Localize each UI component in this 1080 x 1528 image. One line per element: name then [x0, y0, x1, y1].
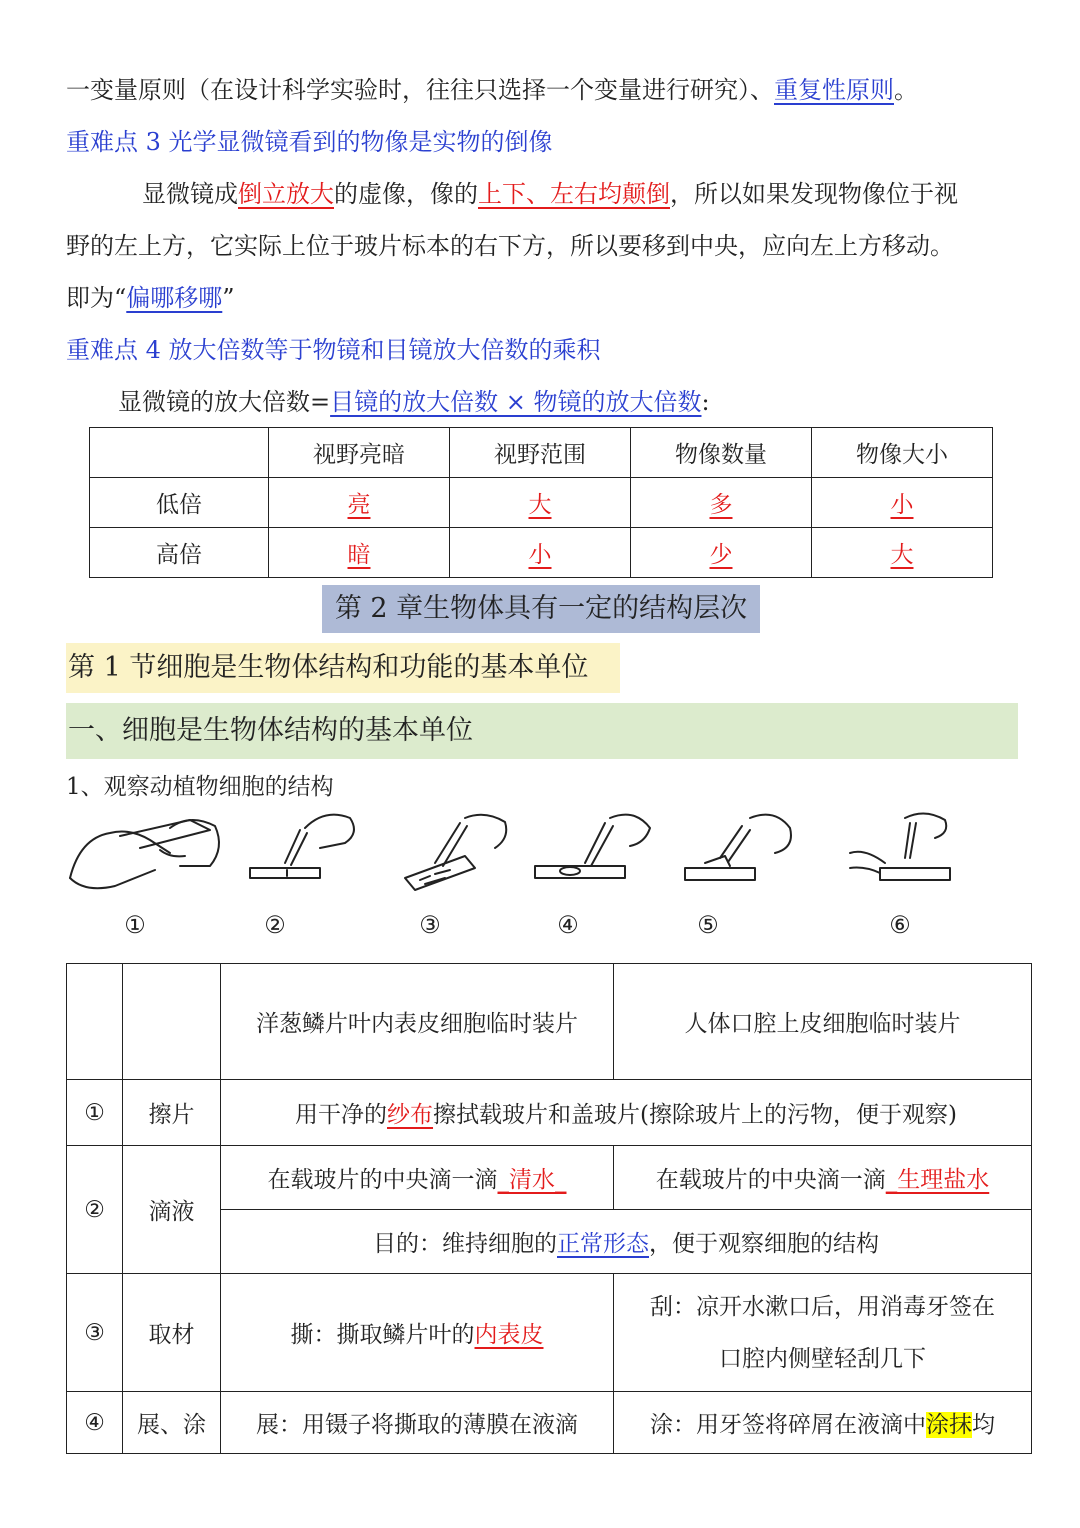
table-cell: 大	[890, 542, 914, 568]
magnification-table	[89, 427, 993, 578]
table-row	[90, 528, 993, 578]
onion-drop	[221, 1146, 614, 1210]
table-row	[67, 1080, 1032, 1146]
table-header-cell: 视野范围	[450, 428, 631, 478]
table-cell: 小	[528, 542, 552, 568]
table-header-cell: 物像大小	[812, 428, 993, 478]
step-name: 擦片	[123, 1080, 221, 1146]
paragraph-image-line2: 野的左上方，它实际上位于玻片标本的右下方，所以要移到中央，应向左上方移动。	[66, 232, 954, 260]
chapter-title: 第 2 章生物体具有一定的结构层次	[322, 585, 760, 633]
step-label: ⑤	[697, 911, 719, 939]
table-header-cell: 物像数量	[631, 428, 812, 478]
text-line: 刮：凉开水漱口后，用消毒牙签在	[650, 1293, 995, 1320]
forceps-icon	[405, 815, 506, 890]
cheek-slide-header: 人体口腔上皮细胞临时装片	[614, 964, 1032, 1080]
step-name: 展、涂	[123, 1392, 221, 1454]
onion-slide-header: 洋葱鳞片叶内表皮细胞临时装片	[221, 964, 614, 1080]
wiping-hands-icon	[70, 820, 219, 888]
table-row	[67, 1274, 1032, 1392]
section-title: 第 1 节细胞是生物体结构和功能的基本单位	[66, 643, 620, 693]
text-segment: 均	[972, 1412, 995, 1438]
text-segment: 擦拭载玻片和盖玻片(擦除玻片上的污物，便于观察)	[433, 1102, 957, 1128]
key-point-3: 重难点 3 光学显微镜看到的物像是实物的倒像	[66, 128, 553, 156]
repeatability-principle: 重复性原则	[774, 76, 894, 104]
step-label: ①	[124, 911, 146, 939]
row-label: 高倍	[90, 528, 269, 578]
formula-label: 显微镜的放大倍数=	[118, 388, 331, 416]
table-cell: 亮	[347, 492, 371, 518]
table-row	[67, 1392, 1032, 1454]
table-cell: 大	[528, 492, 552, 518]
needle-icon	[535, 815, 650, 878]
normal-shape: 正常形态	[557, 1231, 649, 1257]
subsection-title: 一、细胞是生物体结构的基本单位	[66, 703, 1018, 759]
water: _清水_	[497, 1167, 567, 1193]
wipe-description	[221, 1080, 1032, 1146]
period: 。	[894, 76, 918, 104]
step-label: ⑥	[889, 911, 911, 939]
paragraph-image-line1	[142, 174, 958, 209]
text-segment: 用干净的	[295, 1102, 388, 1128]
text-line: 口腔内侧壁轻刮几下	[719, 1345, 926, 1372]
cheek-take	[614, 1274, 1032, 1392]
table-row	[90, 478, 993, 528]
all-reversed: 上下、左右均颠倒	[478, 180, 670, 208]
cheek-smear	[614, 1392, 1032, 1454]
table-header-cell	[90, 428, 269, 478]
table-header-cell: 视野亮暗	[269, 428, 450, 478]
text-segment: 在载玻片的中央滴一滴	[267, 1167, 498, 1193]
text-segment: ，所以如果发现物像位于视	[670, 180, 958, 208]
text-segment: 在载玻片的中央滴一滴	[655, 1167, 886, 1193]
gauze: 纱布	[387, 1102, 434, 1128]
text-segment: 显微镜成	[142, 180, 238, 208]
step-number: ③	[67, 1274, 123, 1392]
formula-value: 目镜的放大倍数 × 物镜的放大倍数	[330, 388, 702, 416]
table-cell: 少	[709, 542, 733, 568]
text-segment: 的虚像，像的	[334, 180, 478, 208]
step-number: ④	[67, 1392, 123, 1454]
coverslip-icon	[685, 815, 791, 880]
step-number: ②	[67, 1146, 123, 1274]
text-segment: ”	[222, 284, 235, 312]
text-segment: ，便于观察细胞的结构	[649, 1231, 879, 1257]
text-segment: 涂：用牙签将碎屑在液滴中	[650, 1412, 926, 1438]
inverted-enlarged: 倒立放大	[238, 180, 334, 208]
staining-icon	[850, 813, 950, 880]
table-cell: 多	[709, 492, 733, 518]
text-segment: 即为“	[66, 284, 127, 312]
text-segment: 目的：维持细胞的	[373, 1231, 557, 1257]
onion-take	[221, 1274, 614, 1392]
row-label: 低倍	[90, 478, 269, 528]
step-number: ①	[67, 1080, 123, 1146]
onion-spread: 展：用镊子将撕取的薄膜在液滴	[221, 1392, 614, 1454]
item-observe-cells: 1、观察动植物细胞的结构	[66, 774, 334, 800]
saline: _生理盐水	[885, 1167, 990, 1193]
smear-highlight: 涂抹	[926, 1412, 972, 1438]
table-row	[67, 1146, 1032, 1210]
table-cell: 小	[890, 492, 914, 518]
slide-procedure-table	[66, 963, 1032, 1454]
table-header-row	[90, 428, 993, 478]
formula-line	[118, 382, 710, 417]
drop-purpose	[221, 1210, 1032, 1274]
table-cell: 暗	[347, 542, 371, 568]
text-segment: 撕：撕取鳞片叶的	[290, 1322, 475, 1348]
formula-colon: :	[701, 388, 710, 416]
step-label: ③	[419, 911, 441, 939]
paragraph-image-line3	[66, 278, 235, 313]
dropper-icon	[250, 815, 354, 878]
step-name: 取材	[123, 1274, 221, 1392]
move-rule: 偏哪移哪	[126, 284, 223, 312]
step-label: ②	[264, 911, 286, 939]
inner-epidermis: 内表皮	[474, 1322, 544, 1348]
procedure-illustrations	[60, 808, 1020, 948]
paragraph-principles	[66, 70, 918, 105]
step-name: 滴液	[123, 1146, 221, 1274]
cheek-drop	[614, 1146, 1032, 1210]
table-header-row	[67, 964, 1032, 1080]
principle-text: 一变量原则（在设计科学实验时，往往只选择一个变量进行研究）、	[66, 76, 774, 104]
key-point-4: 重难点 4 放大倍数等于物镜和目镜放大倍数的乘积	[66, 336, 601, 364]
step-label: ④	[557, 911, 579, 939]
